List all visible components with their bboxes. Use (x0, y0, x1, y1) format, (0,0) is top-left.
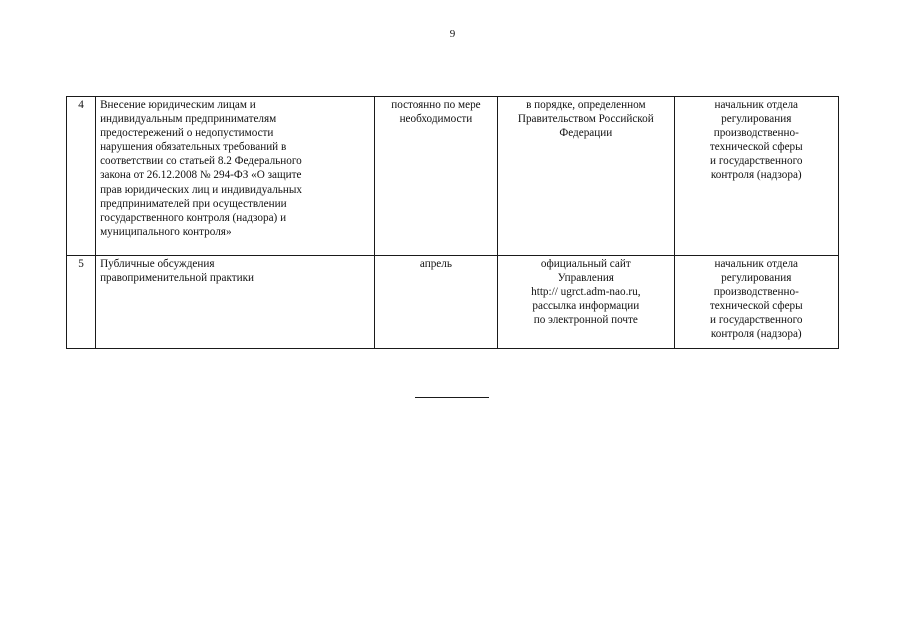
method: официальный сайт Управления http:// ugrct.adm-nao.ru, рассылка информации по электронной почте (531, 258, 641, 327)
term-cell (374, 256, 497, 349)
page-number: 9 (449, 28, 456, 40)
activity-plan-table (66, 96, 839, 349)
table-row (67, 97, 839, 256)
term: апрель (419, 258, 452, 270)
row-number: 4 (78, 99, 84, 111)
method-cell (498, 256, 674, 349)
activity-description: Внесение юридическим лицам и индивидуальным предпринимателям предостережений о недопустимости нарушения обязательных требований в соответствии со статьей 8.2 Федерального закона от 26.12.2008 № 294-ФЗ «О защите прав юридических лиц и индивидуальных предпринимателей при осуществлении государственного контроля (надзора) и муниципального контроля» (100, 99, 303, 238)
end-of-document-rule (415, 397, 489, 398)
responsible: начальник отдела регулирования производственно- технической сферы и государственного контроля (надзора) (709, 258, 803, 341)
responsible: начальник отдела регулирования производственно- технической сферы и государственного контроля (надзора) (709, 99, 803, 182)
activity-description-cell (96, 97, 375, 256)
row-number-cell (67, 256, 96, 349)
table-row (67, 256, 839, 349)
row-number-cell (67, 97, 96, 256)
activity-description-cell (96, 256, 375, 349)
method-cell (498, 97, 674, 256)
responsible-cell (674, 256, 838, 349)
term-cell (374, 97, 497, 256)
responsible-cell (674, 97, 838, 256)
row-number: 5 (78, 258, 84, 270)
method: в порядке, определенном Правительством Российской Федерации (517, 99, 654, 140)
activity-description: Публичные обсуждения правоприменительной практики (100, 258, 255, 285)
term: постоянно по мере необходимости (391, 99, 481, 126)
